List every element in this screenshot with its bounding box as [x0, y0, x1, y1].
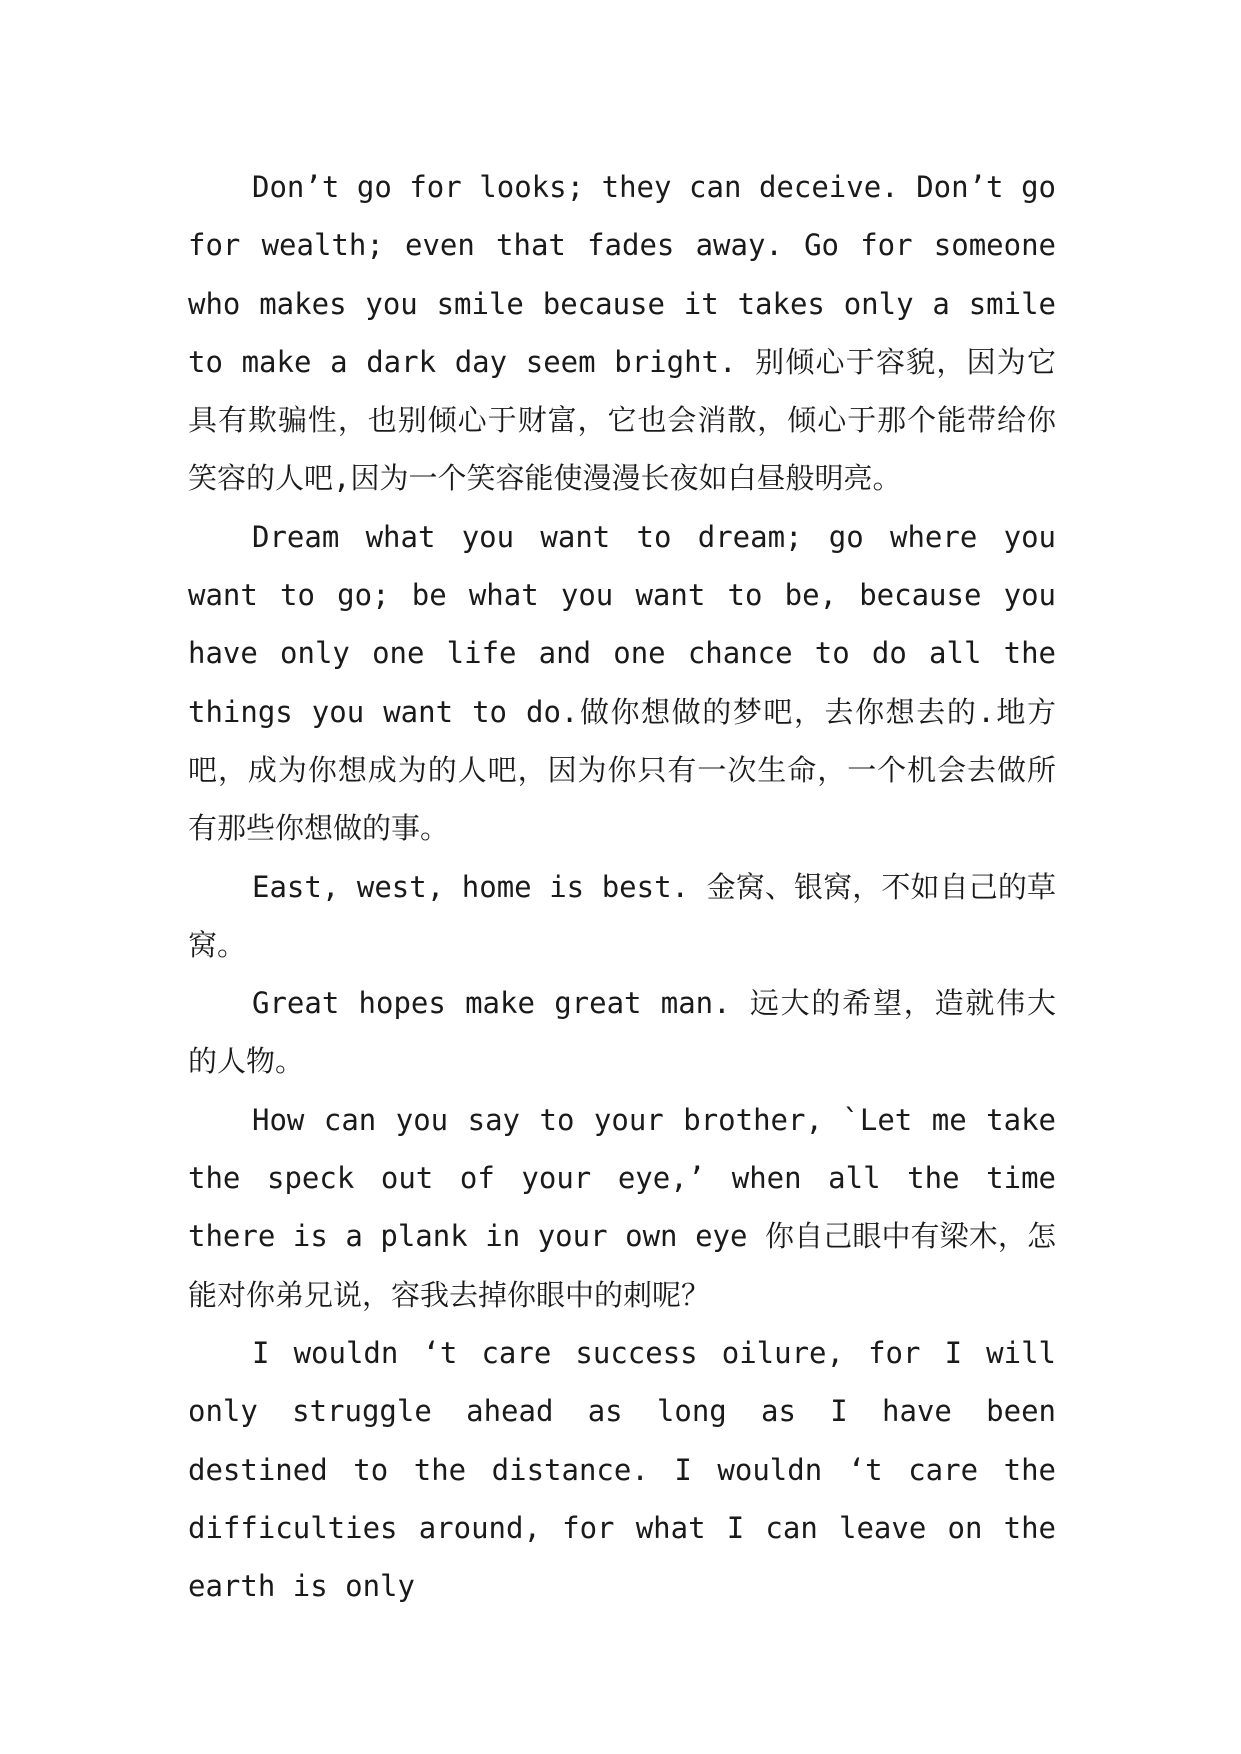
document-body	[188, 158, 1056, 1615]
paragraph-great-hopes: Great hopes make great man. 远大的希望，造就伟大的人物。	[188, 986, 1056, 1079]
paragraph-success-failure: I wouldn ‘t care success oilure, for I will only struggle ahead as long as I have been destined to the distance. I wouldn ‘t care the difficulties around, for what I can leave on the earth is only	[188, 1335, 1056, 1604]
paragraph-home-best: East, west, home is best. 金窝、银窝，不如自己的草窝。	[188, 869, 1056, 962]
paragraph-looks-wealth: Don’t go for looks; they can deceive. Don’t go for wealth; even that fades away. Go for someone who makes you smile because it takes only a smile to make a dark day seem bright. 别倾心于容貌，因为它具有欺骗性，也别倾心于财富，它也会消散，倾心于那个能带给你笑容的人吧,因为一个笑容能使漫漫长夜如白昼般明亮。	[188, 170, 1056, 496]
paragraph-speck-plank: How can you say to your brother, `Let me take the speck out of your eye,’ when all the time there is a plank in your own eye 你自己眼中有梁木，怎能对你弟兄说，容我去掉你眼中的刺呢？	[188, 1102, 1056, 1312]
paragraph-dream: Dream what you want to dream; go where you want to go; be what you want to be, because you have only one life and one chance to do all the things you want to do.做你想做的梦吧，去你想去的.地方吧，成为你想成为的人吧，因为你只有一次生命，一个机会去做所有那些你想做的事。	[188, 519, 1056, 846]
